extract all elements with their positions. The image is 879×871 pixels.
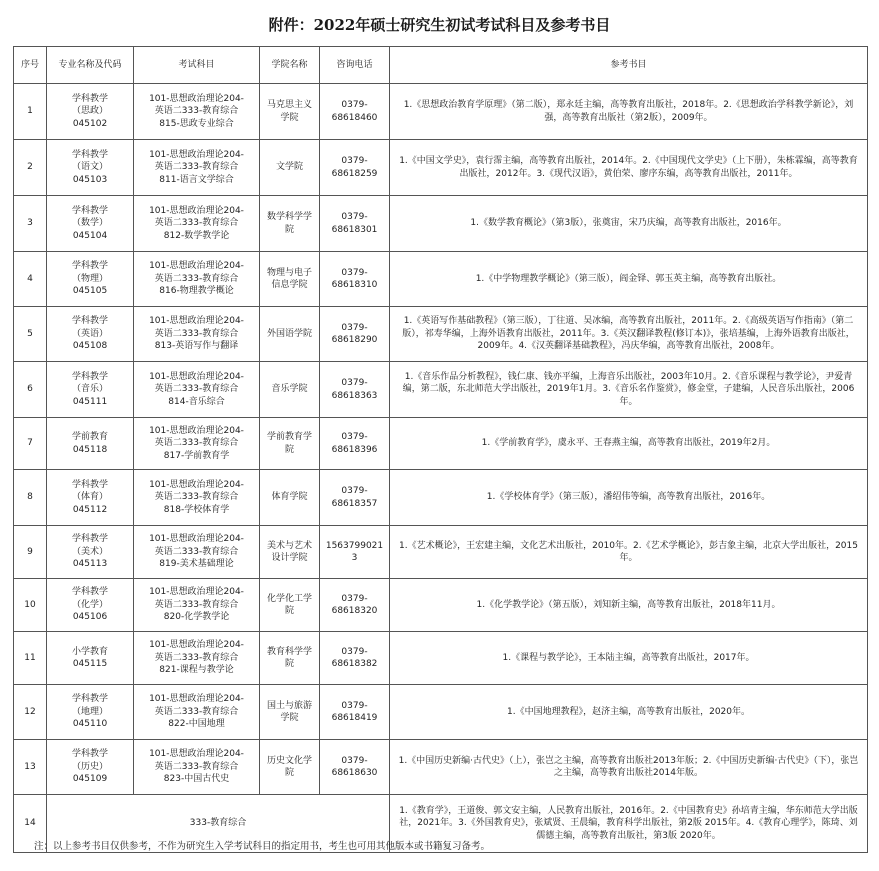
cell-major-line: 045112	[72, 504, 108, 515]
cell-subjects-line: 101-思想政治理论204-	[149, 371, 244, 382]
cell-college: 美术与艺术设计学院	[260, 526, 320, 579]
cell-major	[47, 470, 134, 526]
cell-major-line: 045111	[72, 396, 108, 407]
cell-major-line: 学科教学	[71, 371, 108, 382]
cell-refs: 1.《学前教育学》，虞永平、王春燕主编，高等教育出版社，2019年2月。	[390, 418, 868, 470]
cell-college: 体育学院	[260, 470, 320, 526]
cell-major-line: （地理）	[71, 706, 108, 717]
cell-phone: 0379-68618363	[320, 362, 390, 418]
table-row	[14, 362, 868, 418]
cell-subjects-line: 英语二333-教育综合	[154, 273, 239, 284]
cell-major-line: 学科教学	[71, 261, 108, 272]
cell-subjects-line: 101-思想政治理论204-	[149, 587, 244, 598]
cell-major-line: 045102	[72, 118, 108, 129]
cell-subjects-line: 817-学前教育学	[163, 450, 230, 461]
cell-phone: 0379-68618290	[320, 307, 390, 362]
cell-college: 学前教育学院	[260, 418, 320, 470]
cell-subjects-line: 101-思想政治理论204-	[149, 261, 244, 272]
cell-major-line: 045118	[72, 444, 108, 455]
cell-phone: 0379-68618460	[320, 84, 390, 140]
cell-major-line: （物理）	[71, 273, 108, 284]
cell-college: 教育科学学院	[260, 632, 320, 685]
cell-no: 12	[14, 685, 47, 740]
cell-subjects-line: 101-思想政治理论204-	[149, 149, 244, 160]
cell-subjects-line: 101-思想政治理论204-	[149, 316, 244, 327]
cell-major-line: 学科教学	[71, 316, 108, 327]
cell-refs: 1.《中国历史新编·古代史》（上），张岂之主编，高等教育出版社2013年版；2.《中国历史新编·古代史》（下），张岂之主编，高等教育出版社2014年版。	[390, 740, 868, 795]
cell-refs: 1.《数学教育概论》（第3版），张奠宙，宋乃庆编，高等教育出版社，2016年。	[390, 196, 868, 252]
table-row	[14, 140, 868, 196]
cell-major-line: 045108	[72, 341, 108, 352]
cell-major	[47, 632, 134, 685]
table-row	[14, 84, 868, 140]
cell-major	[47, 362, 134, 418]
cell-major-line: 学科教学	[71, 694, 108, 705]
cell-phone: 0379-68618357	[320, 470, 390, 526]
cell-subjects-line: 812-数学教学论	[163, 230, 230, 241]
cell-major-line: 学科教学	[71, 587, 108, 598]
cell-subjects-line: 英语二333-教育综合	[154, 162, 239, 173]
cell-subjects-line: 333-教育综合	[189, 818, 247, 829]
cell-college: 音乐学院	[260, 362, 320, 418]
cell-subjects-line: 816-物理教学概论	[159, 286, 234, 297]
table-row	[14, 196, 868, 252]
cell-major-line: 学科教学	[71, 479, 108, 490]
cell-major-line: （音乐）	[71, 384, 108, 395]
cell-refs: 1.《音乐作品分析教程》，钱仁康、钱亦平编，上海音乐出版社，2003年10月。2.《音乐课程与教学论》，尹爱青编，第二版，东北师范大学出版社，2019年1月。3.《音乐名作鉴赏》，修金堂，子建编，人民音乐出版社，2006年。	[390, 362, 868, 418]
cell-refs: 1.《学校体育学》（第三版），潘绍伟等编，高等教育出版社，2016年。	[390, 470, 868, 526]
cell-no: 9	[14, 526, 47, 579]
cell-major-line: 学科教学	[71, 205, 108, 216]
cell-subjects	[134, 685, 260, 740]
cell-subjects-line: 101-思想政治理论204-	[149, 479, 244, 490]
cell-no: 3	[14, 196, 47, 252]
cell-college: 化学化工学院	[260, 579, 320, 632]
cell-college: 马克思主义学院	[260, 84, 320, 140]
cell-major	[47, 196, 134, 252]
cell-subjects-line: 101-思想政治理论204-	[149, 534, 244, 545]
cell-major	[47, 84, 134, 140]
cell-subjects-line: 823-中国古代史	[163, 774, 230, 785]
cell-no: 14	[14, 795, 47, 853]
footnote: 注：以上参考书目仅供参考，不作为研究生入学考试科目的指定用书，考生也可用其他版本或书籍复习备考。	[34, 841, 491, 852]
cell-phone: 0379-68618382	[320, 632, 390, 685]
cell-subjects	[134, 252, 260, 307]
cell-subjects-line: 815-思政专业综合	[159, 118, 234, 129]
cell-no: 5	[14, 307, 47, 362]
cell-subjects	[134, 632, 260, 685]
cell-no: 6	[14, 362, 47, 418]
cell-subjects-line: 821-课程与教学论	[159, 665, 234, 676]
cell-subjects-line: 英语二333-教育综合	[154, 384, 239, 395]
exam-subjects-table	[13, 46, 868, 853]
cell-subjects-line: 820-化学教学论	[163, 612, 230, 623]
cell-phone: 0379-68618259	[320, 140, 390, 196]
cell-major-line: （美术）	[71, 546, 108, 557]
cell-major	[47, 740, 134, 795]
cell-subjects-line: 101-思想政治理论204-	[149, 205, 244, 216]
cell-subjects-line: 814-音乐综合	[168, 396, 225, 407]
cell-major-line: 045103	[72, 174, 108, 185]
cell-college: 数学科学学院	[260, 196, 320, 252]
cell-phone: 0379-68618630	[320, 740, 390, 795]
cell-major-line: 学科教学	[71, 93, 108, 104]
header-no: 序号	[14, 47, 47, 84]
cell-major-line: （体育）	[71, 492, 108, 503]
cell-no: 13	[14, 740, 47, 795]
cell-subjects-line: 英语二333-教育综合	[154, 492, 239, 503]
cell-subjects-line: 822-中国地理	[168, 719, 225, 730]
cell-subjects-line: 英语二333-教育综合	[154, 106, 239, 117]
cell-subjects-line: 813-英语写作与翻译	[154, 341, 239, 352]
cell-subjects-line: 英语二333-教育综合	[154, 546, 239, 557]
cell-college: 外国语学院	[260, 307, 320, 362]
cell-no: 8	[14, 470, 47, 526]
cell-no: 10	[14, 579, 47, 632]
cell-major	[47, 526, 134, 579]
cell-major	[47, 418, 134, 470]
document-title: 附件：2022年硕士研究生初试考试科目及参考书目	[268, 16, 611, 34]
cell-major	[47, 252, 134, 307]
cell-refs: 1.《艺术概论》，王宏建主编，文化艺术出版社，2010年。2.《艺术学概论》，彭吉象主编，北京大学出版社，2015年。	[390, 526, 868, 579]
cell-major-line: 045105	[72, 286, 108, 297]
cell-phone: 15637990213	[320, 526, 390, 579]
cell-subjects-line: 101-思想政治理论204-	[149, 93, 244, 104]
cell-college: 历史文化学院	[260, 740, 320, 795]
cell-major-line: 学前教育	[71, 432, 108, 442]
cell-subjects	[134, 418, 260, 470]
table-row	[14, 418, 868, 470]
cell-major-line: 小学教育	[71, 646, 108, 657]
cell-refs: 1.《化学教学论》（第五版），刘知新主编，高等教育出版社，2018年11月。	[390, 579, 868, 632]
cell-major-line: 045106	[72, 612, 108, 623]
cell-college: 物理与电子信息学院	[260, 252, 320, 307]
cell-subjects-line: 英语二333-教育综合	[154, 438, 239, 449]
table-header-row	[14, 47, 868, 84]
table-body	[14, 84, 868, 853]
cell-refs: 1.《英语写作基础教程》（第三版），丁往道、吴冰编，高等教育出版社，2011年。2.《高级英语写作指南》（第二版），祁寿华编，上海外语教育出版社，2011年。3.《英汉翻译教程(修订本)》，张培基编，上海外语教育出版社，2009年。4.《汉英翻译基础教程》，冯庆华编，高等教育出版社，2008年。	[390, 307, 868, 362]
cell-major-line: （化学）	[71, 599, 108, 610]
cell-major-line: 045110	[72, 719, 108, 730]
cell-major-line: 学科教学	[71, 149, 108, 160]
cell-refs: 1.《教育学》，王道俊、郭文安主编，人民教育出版社，2016年。2.《中国教育史》孙培青主编，华东师范大学出版社，2021年。3.《外国教育史》，张斌贤、王晨编，教育科学出版社，第2版 2015年。4.《教育心理学》，陈琦、刘儒德主编，高等教育出版社，第3版 2020年。	[390, 795, 868, 853]
cell-subjects-line: 101-思想政治理论204-	[149, 749, 244, 760]
cell-subjects-line: 818-学校体育学	[163, 504, 230, 515]
cell-phone: 0379-68618419	[320, 685, 390, 740]
cell-subjects-line: 英语二333-教育综合	[154, 652, 239, 663]
cell-major-line: 045113	[72, 559, 108, 570]
table-row	[14, 579, 868, 632]
cell-subjects-line: 英语二333-教育综合	[154, 706, 239, 717]
cell-subjects-line: 101-思想政治理论204-	[149, 694, 244, 705]
cell-major	[47, 685, 134, 740]
cell-subjects-line: 811-语言文学综合	[159, 174, 234, 185]
cell-subjects	[134, 140, 260, 196]
table-row	[14, 470, 868, 526]
table-row	[14, 740, 868, 795]
cell-college: 文学院	[260, 140, 320, 196]
cell-college: 国土与旅游学院	[260, 685, 320, 740]
cell-phone: 0379-68618396	[320, 418, 390, 470]
cell-major-line: 045104	[72, 230, 108, 241]
cell-major-line: （语文）	[71, 162, 108, 173]
table-row	[14, 307, 868, 362]
cell-no: 11	[14, 632, 47, 685]
cell-no: 2	[14, 140, 47, 196]
cell-subjects	[134, 84, 260, 140]
cell-major	[47, 307, 134, 362]
cell-refs: 1.《思想政治教育学原理》（第二版），郑永廷主编，高等教育出版社，2018年。2.《思想政治学科教学新论》，刘强，高等教育出版社（第2版），2009年。	[390, 84, 868, 140]
cell-major-line: 学科教学	[71, 534, 108, 545]
cell-refs: 1.《中国地理教程》，赵济主编，高等教育出版社，2020年。	[390, 685, 868, 740]
cell-major-line: （英语）	[71, 328, 108, 339]
cell-major-line: 学科教学	[71, 749, 108, 760]
cell-subjects-line: 英语二333-教育综合	[154, 761, 239, 772]
cell-refs: 1.《中国文学史》，袁行霈主编，高等教育出版社，2014年。2.《中国现代文学史》（上下册），朱栋霖编，高等教育出版社，2012年。3.《现代汉语》，黄伯荣、廖序东编，高等教育出版社，2011年。	[390, 140, 868, 196]
cell-subjects	[134, 362, 260, 418]
cell-no: 1	[14, 84, 47, 140]
cell-subjects-line: 819-美术基础理论	[159, 559, 234, 570]
cell-phone: 0379-68618310	[320, 252, 390, 307]
cell-subjects	[134, 196, 260, 252]
cell-refs: 1.《中学物理教学概论》（第三版），阎金铎、郭玉英主编，高等教育出版社。	[390, 252, 868, 307]
cell-major-line: （数学）	[71, 218, 108, 229]
table-row	[14, 526, 868, 579]
cell-major-line: （历史）	[71, 761, 108, 772]
cell-subjects	[134, 526, 260, 579]
cell-subjects-line: 101-思想政治理论204-	[149, 425, 244, 436]
cell-subjects	[134, 740, 260, 795]
cell-no: 7	[14, 418, 47, 470]
cell-subjects	[134, 470, 260, 526]
cell-major	[47, 140, 134, 196]
cell-subjects-line: 英语二333-教育综合	[154, 328, 239, 339]
cell-subjects-line: 101-思想政治理论204-	[149, 640, 244, 651]
table-row	[14, 685, 868, 740]
header-subjects: 考试科目	[134, 47, 260, 84]
table-row	[14, 252, 868, 307]
cell-refs: 1.《课程与教学论》，王本陆主编，高等教育出版社，2017年。	[390, 632, 868, 685]
cell-subjects	[134, 307, 260, 362]
cell-major-line: 045109	[72, 774, 108, 785]
cell-no: 4	[14, 252, 47, 307]
cell-major-line: 045115	[72, 659, 108, 669]
header-major: 专业名称及代码	[47, 47, 134, 84]
header-college: 学院名称	[260, 47, 320, 84]
cell-subjects	[134, 579, 260, 632]
cell-major-line: （思政）	[71, 106, 108, 117]
cell-phone: 0379-68618320	[320, 579, 390, 632]
cell-major	[47, 579, 134, 632]
table-row	[14, 632, 868, 685]
cell-subjects-line: 英语二333-教育综合	[154, 599, 239, 610]
cell-phone: 0379-68618301	[320, 196, 390, 252]
header-refs: 参考书目	[390, 47, 868, 84]
cell-subjects-line: 英语二333-教育综合	[154, 218, 239, 229]
header-phone: 咨询电话	[320, 47, 390, 84]
